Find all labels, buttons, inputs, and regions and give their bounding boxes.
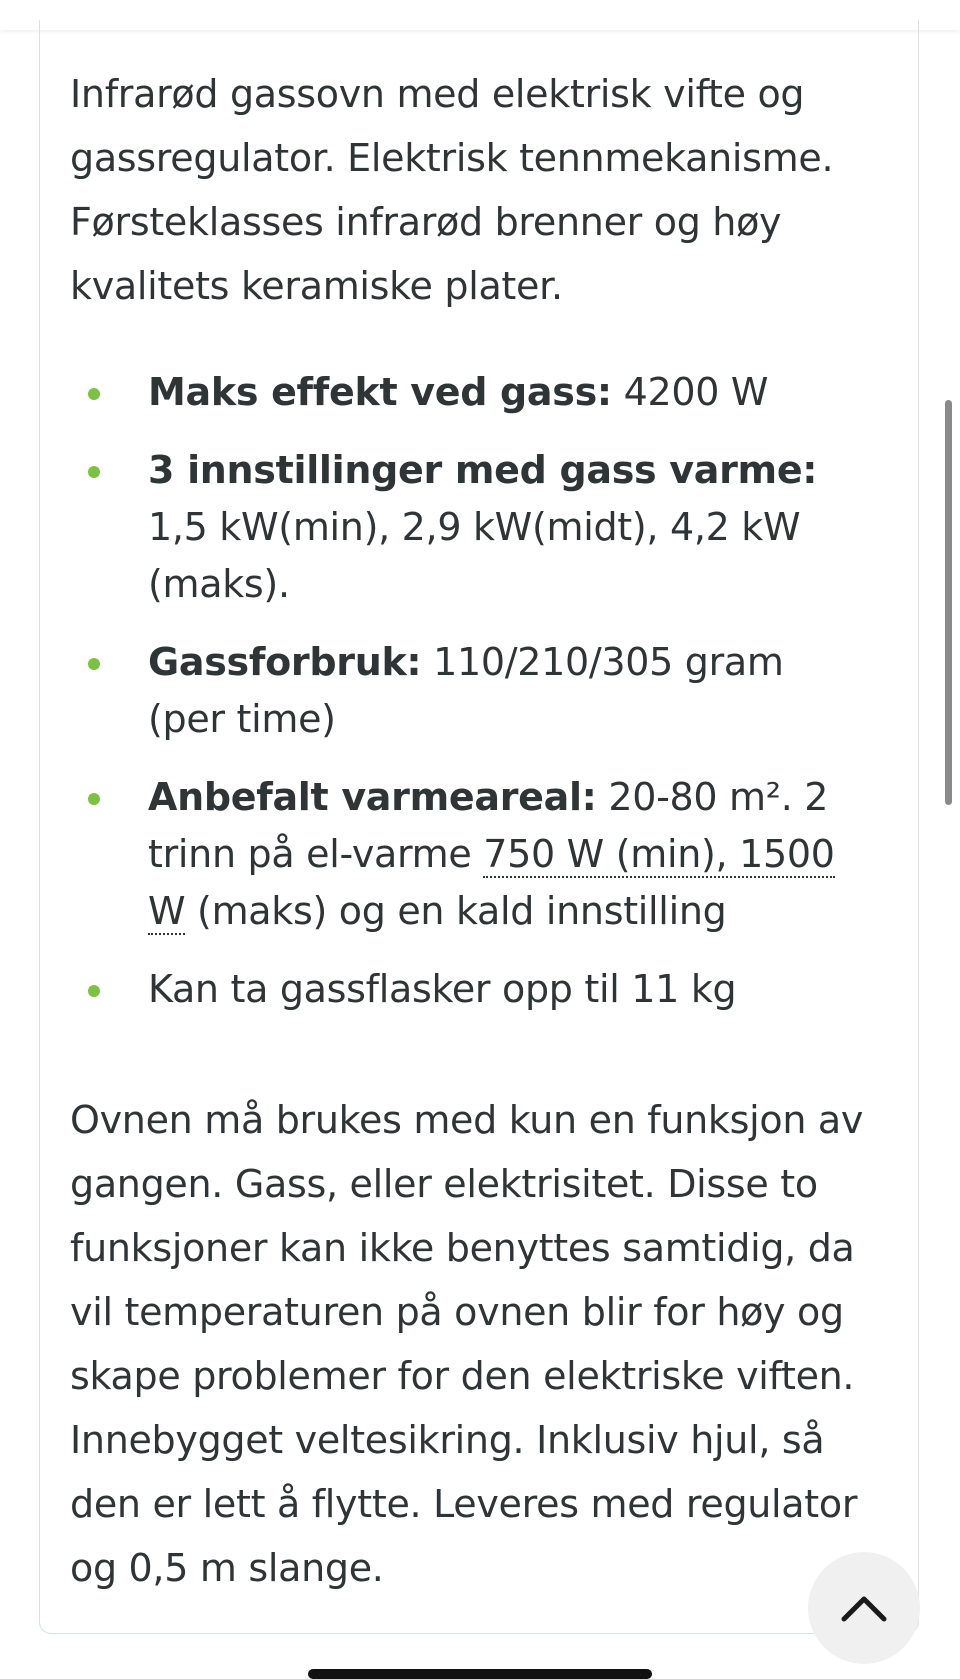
spec-value: Kan ta gassflasker opp til 11 kg xyxy=(148,967,737,1011)
outro-paragraph: Ovnen må brukes med kun en funksjon av gangen. Gass, eller elektrisitet. Disse to funksjoner kan ikke benyttes samtidig, da vil temperaturen på ovnen blir for høy og skape problemer for den elektriske viften. Innebygget veltesikring. Inklusiv hjul, så den er lett å flytte. Leveres med regulator og 0,5 m slange. xyxy=(70,1098,864,1590)
list-item xyxy=(0,961,900,1018)
spec-value: 1,5 kW(min), 2,9 kW(midt), 4,2 kW (maks). xyxy=(148,505,801,606)
scrollbar[interactable] xyxy=(945,400,952,805)
abbreviation-tooltip-link[interactable]: 750 W (min), 1500 W xyxy=(148,832,835,933)
scroll-to-top-button[interactable] xyxy=(808,1552,920,1664)
spec-value: 4200 W xyxy=(611,370,769,414)
list-item xyxy=(0,769,900,940)
bullet-icon xyxy=(88,388,100,400)
spec-value: 110/210/305 gram (per time) xyxy=(148,640,784,741)
list-item xyxy=(0,364,900,421)
spec-label: Anbefalt varmeareal: xyxy=(148,775,597,819)
list-item xyxy=(0,634,900,748)
spec-label: Maks effekt ved gass: xyxy=(148,370,612,414)
bullet-icon xyxy=(88,793,100,805)
spec-list xyxy=(0,364,900,1039)
spec-value: 20-80 m². 2 trinn på el-varme xyxy=(148,775,829,876)
spec-label: 3 innstillinger med gass varme: xyxy=(148,448,818,492)
bullet-icon xyxy=(88,466,100,478)
list-item xyxy=(0,442,900,613)
spec-label: Gassforbruk: xyxy=(148,640,422,684)
chevron-up-icon xyxy=(840,1593,888,1623)
bullet-icon xyxy=(88,985,100,997)
intro-paragraph: Infrarød gassovn med elektrisk vifte og gassregulator. Elektrisk tennmekanisme. Førsteklasses infrarød brenner og høy kvalitets keramiske plater. xyxy=(70,72,834,308)
home-indicator xyxy=(308,1669,652,1679)
spec-value-after: (maks) og en kald innstilling xyxy=(185,889,727,933)
bullet-icon xyxy=(88,658,100,670)
